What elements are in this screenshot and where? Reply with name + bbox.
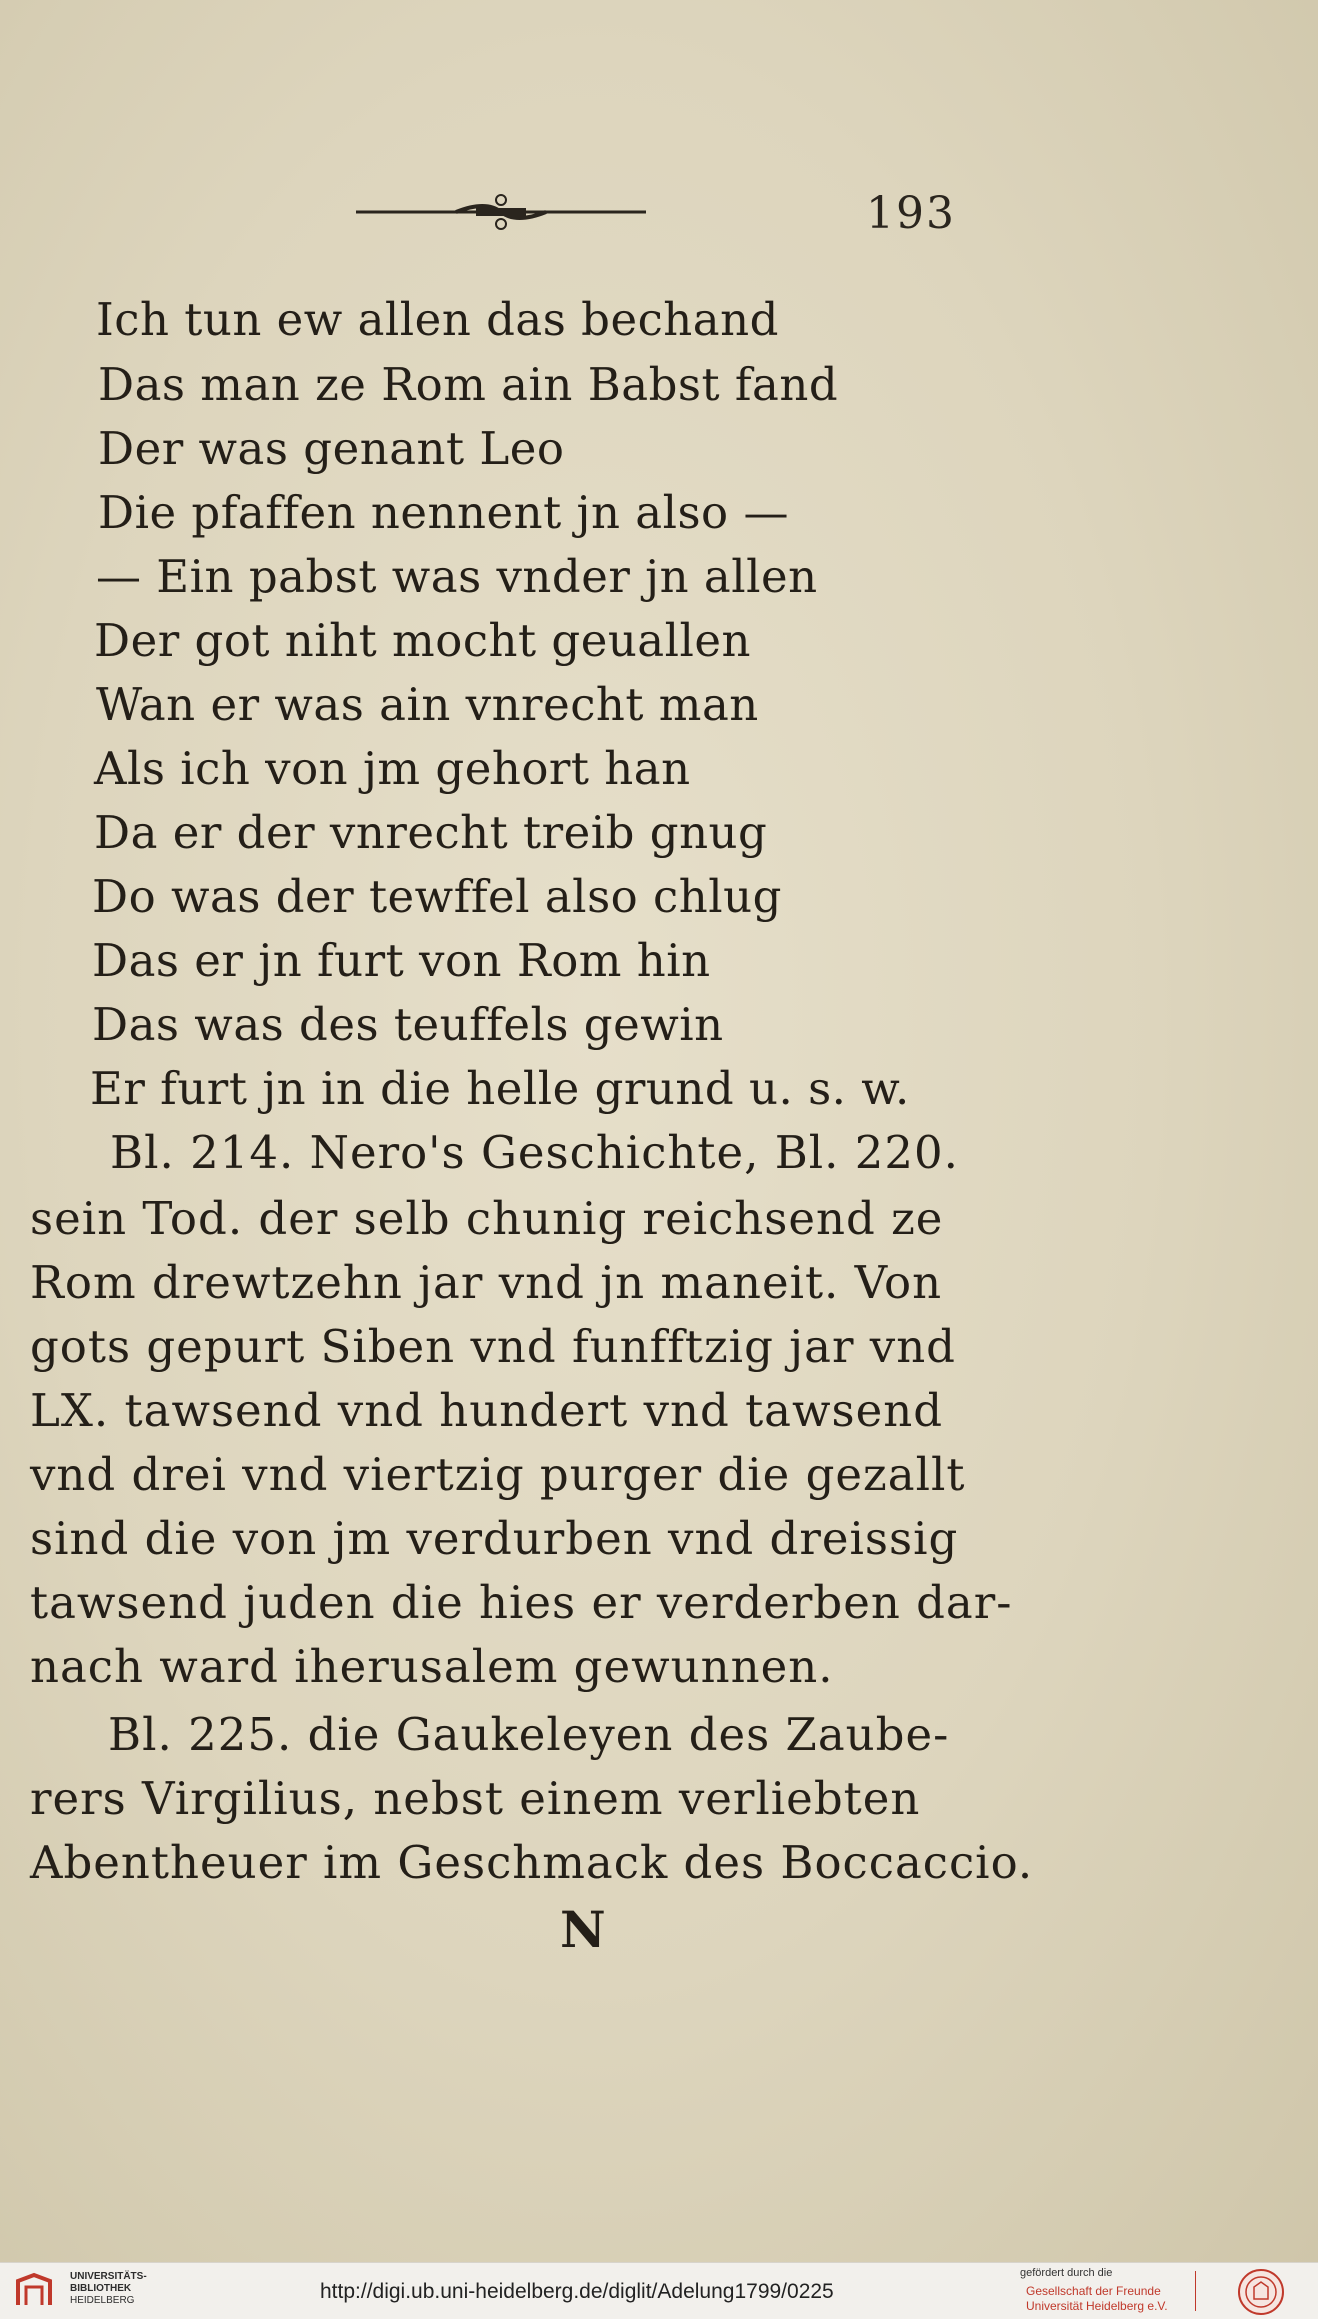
verse-line: Da er der vnrecht treib gnug bbox=[94, 806, 768, 859]
verse-line: Als ich von jm gehort han bbox=[94, 742, 691, 795]
verse-line: — Ein pabst was vnder jn allen bbox=[96, 550, 818, 603]
prose-line: gots gepurt Siben vnd funfftzig jar vnd bbox=[30, 1320, 956, 1373]
verse-line: Das was des teuffels gewin bbox=[92, 998, 724, 1051]
verse-line: Der got niht mocht geuallen bbox=[94, 614, 752, 667]
verse-line: Er furt jn in die helle grund u. s. w. bbox=[90, 1062, 910, 1115]
prose-line: Abentheuer im Geschmack des Boccaccio. bbox=[30, 1836, 1034, 1889]
prose-line: rers Virgilius, nebst einem verliebten bbox=[30, 1772, 921, 1825]
prose-line: sein Tod. der selb chunig reichsend ze bbox=[30, 1192, 944, 1245]
page-number: 193 bbox=[866, 188, 956, 239]
library-name-line: UNIVERSITÄTS- bbox=[70, 2271, 147, 2282]
prose-line: tawsend juden die hies er verderben dar- bbox=[30, 1576, 1013, 1629]
verse-line: Der was genant Leo bbox=[98, 422, 565, 475]
footer-bar bbox=[0, 2262, 1318, 2319]
verse-line: Wan er was ain vnrecht man bbox=[96, 678, 759, 731]
verse-line: Do was der tewffel also chlug bbox=[92, 870, 782, 923]
prose-line: nach ward iherusalem gewunnen. bbox=[30, 1640, 834, 1693]
signature-mark: N bbox=[560, 1900, 606, 1959]
prose-line: vnd drei vnd viertzig purger die gezallt bbox=[30, 1448, 966, 1501]
prose-line: sind die von jm verdurben vnd dreissig bbox=[30, 1512, 959, 1565]
permalink-url[interactable]: http://digi.ub.uni-heidelberg.de/diglit/Adelung1799/0225 bbox=[320, 2280, 834, 2303]
sponsor-line: Universität Heidelberg e.V. bbox=[1026, 2299, 1168, 2313]
verse-line: Das er jn furt von Rom hin bbox=[92, 934, 711, 987]
footer-divider bbox=[1195, 2271, 1196, 2311]
library-name-line: HEIDELBERG bbox=[70, 2295, 135, 2306]
verse-line: Das man ze Rom ain Babst fand bbox=[98, 358, 839, 411]
sponsor-name bbox=[1026, 2284, 1168, 2314]
ub-logo-icon bbox=[14, 2271, 54, 2311]
prose-line: Bl. 225. die Gaukeleyen des Zaube- bbox=[108, 1708, 950, 1761]
university-seal-icon bbox=[1216, 2267, 1306, 2317]
library-name bbox=[70, 2271, 147, 2307]
funded-by-label: gefördert durch die bbox=[1020, 2267, 1113, 2279]
prose-line: Bl. 214. Nero's Geschichte, Bl. 220. bbox=[110, 1126, 959, 1179]
verse-line: Die pfaffen nennent jn also — bbox=[98, 486, 789, 539]
library-name-line: BIBLIOTHEK bbox=[70, 2283, 132, 2294]
headpiece-ornament-icon bbox=[356, 190, 646, 234]
sponsor-line: Gesellschaft der Freunde bbox=[1026, 2284, 1161, 2298]
prose-line: LX. tawsend vnd hundert vnd tawsend bbox=[30, 1384, 944, 1437]
verse-line: Ich tun ew allen das bechand bbox=[96, 293, 779, 346]
prose-line: Rom drewtzehn jar vnd jn maneit. Von bbox=[30, 1256, 943, 1309]
